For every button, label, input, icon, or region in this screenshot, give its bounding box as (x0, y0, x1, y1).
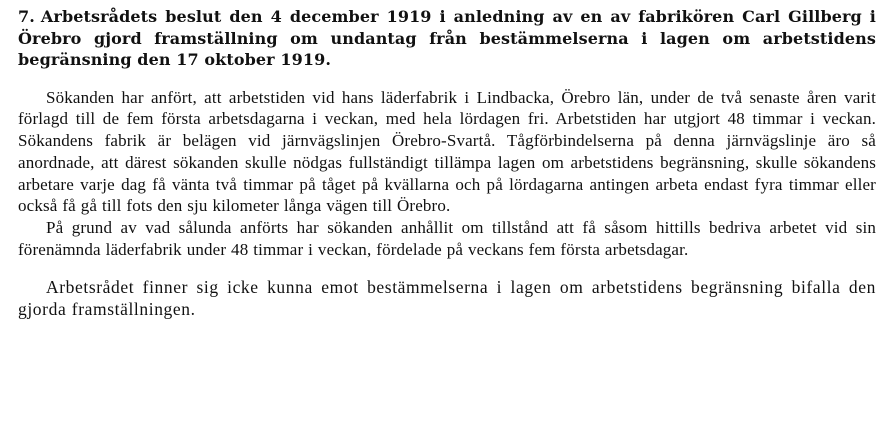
paragraph-request: På grund av vad sålunda anförts har sökanden anhållit om tillstånd att få såsom hittills bedriva arbetet vid sin förenämnda läderfabrik under 48 timmar i veckan, fördelade på veckans fem första arbetsdagar. (18, 218, 876, 260)
document-page (18, 6, 876, 320)
paragraph-application: Sökanden har anfört, att arbetstiden vid hans läderfabrik i Lindbacka, Örebro län, under de två senaste åren varit förlagd till de fem första arbetsdagarna i veckan, med hela lördagen fri. Arbetstiden har utgjort 48 timmar i veckan. Sökandens fabrik är belägen vid järnvägslinjen Örebro-Svartå. Tågförbindelserna på denna järnvägslinje äro så anordnade, att därest sökanden skulle nödgas fullständigt tillämpa lagen om arbetstidens begränsning, skulle sökandens arbetare varje dag få vänta två timmar på tåget på kvällarna och på lördagarna antingen arbeta endast fyra timmar eller också få gå till fots den sju kilometer långa vägen till Örebro. (18, 87, 876, 216)
section-heading-text: Arbetsrådets beslut den 4 december 1919 i anledning av en av fabrikören Carl Gillberg i Örebro gjord framställning om undantag från bestämmelserna i lagen om arbetstidens begränsning den 17 oktober 1919. (18, 7, 876, 69)
section-heading (18, 6, 876, 71)
section-number: 7. (18, 7, 35, 26)
paragraph-decision: Arbetsrådet finner sig icke kunna emot bestämmelserna i lagen om arbetstidens begränsning bifalla den gjorda framställningen. (18, 276, 876, 319)
